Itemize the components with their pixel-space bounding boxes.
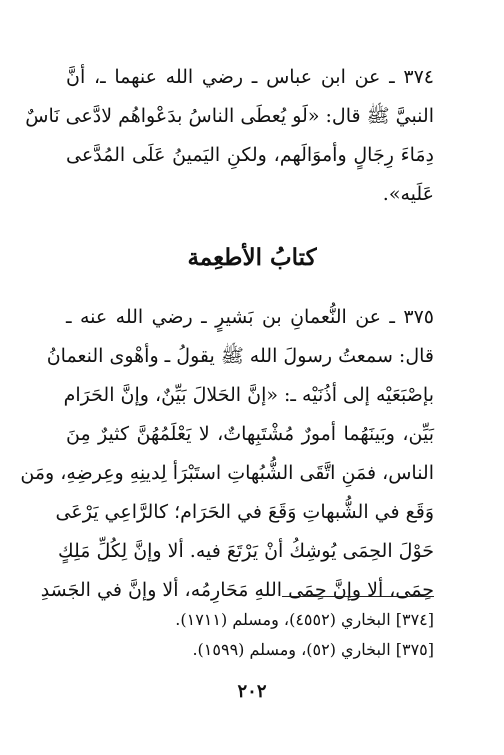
text-line: عَلَيه». bbox=[382, 183, 434, 205]
footnotes bbox=[66, 605, 434, 665]
text-line: الناس، فمَنِ اتَّقَى الشُّبُهاتِ استَبْرَأ لِدينِهِ وعِرضِهِ، ومَن bbox=[20, 462, 434, 484]
text-line: دِمَاءَ رِجَالٍ وأموَالَهم، ولكنِ اليَمينُ عَلَى المُدَّعى bbox=[66, 144, 434, 166]
footnote-374: [٣٧٤] البخاري (٤٥٥٢)، ومسلم (١٧١١). bbox=[175, 610, 434, 629]
text-line: حَوْلَ الحِمَى يُوشِكُ أنْ يَرْتَعَ فيه. ألا وإنَّ لِكُلِّ مَلِكٍ bbox=[57, 540, 434, 562]
text-line: ٣٧٥ ـ عن النُّعمانِ بن بَشيرٍ ـ رضي الله عنه ـ bbox=[66, 306, 434, 328]
chapter-title: كتابُ الأطعِمة bbox=[187, 244, 317, 271]
text-line: بإصْبَعَيْه إلى أذُنَيْه ـ: «إنَّ الحَلالَ بَيِّنٌ، وإنَّ الحَرَام bbox=[63, 384, 434, 406]
page-number: ٢٠٢ bbox=[237, 681, 267, 702]
footnote-375: [٣٧٥] البخاري (٥٢)، ومسلم (١٥٩٩). bbox=[192, 640, 434, 659]
text-line: حِمَى، ألا وإنَّ حِمَى اللهِ مَحَارِمُه، ألا وإنَّ في الجَسَدِ bbox=[40, 579, 434, 601]
text-line: قال: سمعتُ رسولَ الله ﷺ يقولُ ـ وأهْوى النعمانُ bbox=[46, 345, 434, 367]
text-line: النبيَّ ﷺ قال: «لَو يُعطَى الناسُ بدَعْواهُم لادَّعى نَاسٌ bbox=[25, 105, 434, 127]
hadith-375 bbox=[20, 298, 434, 610]
text-line: بَيِّن، وبَينَهُما أمورٌ مُشْتَبِهاتٌ، لا يَعْلَمُهُنَّ كثيرٌ مِنَ bbox=[66, 423, 434, 445]
text-line: ٣٧٤ ـ عن ابن عباس ـ رضي الله عنهما ـ، أنَّ bbox=[66, 66, 434, 88]
hadith-374 bbox=[25, 58, 434, 214]
text-line: وَقَع في الشُّبهاتِ وَقَعَ في الحَرَام؛ كالرَّاعِي يَرْعَى bbox=[55, 501, 434, 523]
footnote-divider bbox=[282, 596, 434, 597]
